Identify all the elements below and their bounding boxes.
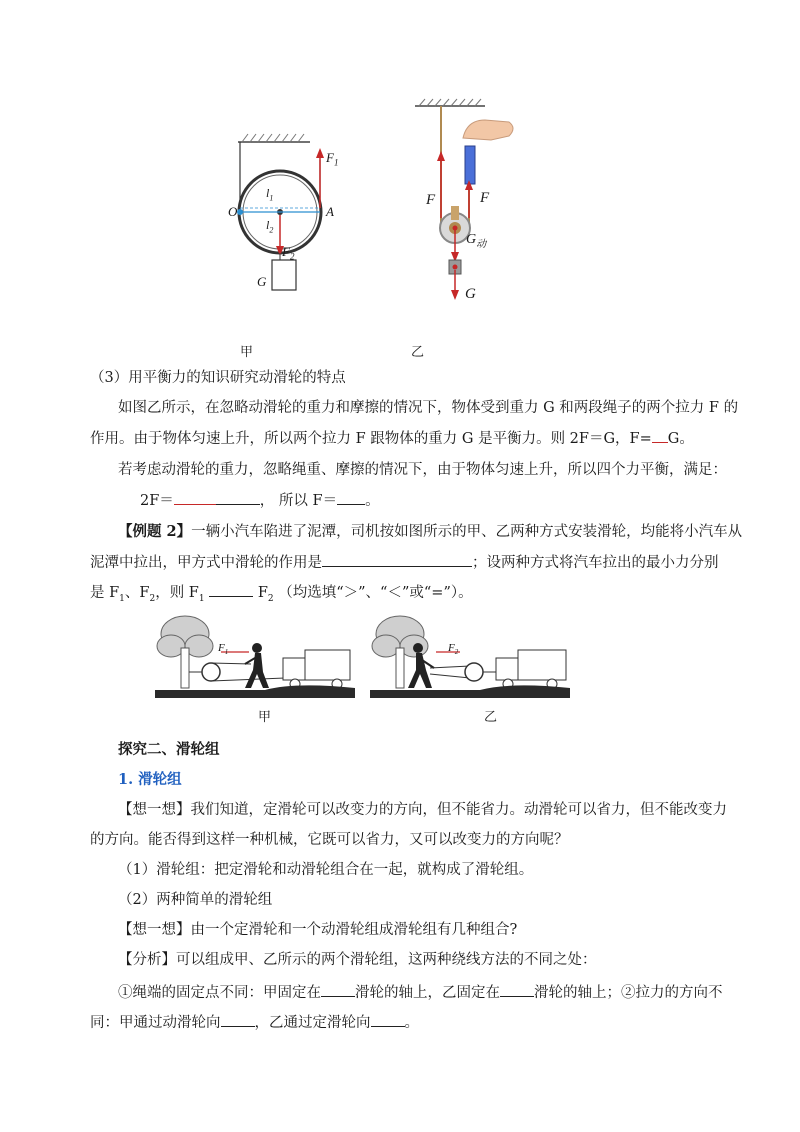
explore2-heading: 探究二、滑轮组 xyxy=(118,741,220,758)
caption-yi-top: 乙 xyxy=(411,345,425,360)
blank-eq2[interactable] xyxy=(337,490,365,505)
figure-movable-pulley xyxy=(405,98,525,308)
label-F2: $F_2$ xyxy=(282,244,295,262)
section3-heading: （3）用平衡力的知识研究动滑轮的特点 xyxy=(90,370,346,386)
blank-compare[interactable] xyxy=(209,582,253,597)
section3-p2: 若考虑动滑轮的重力，忽略绳重、摩擦的情况下，由于物体匀速上升，所以四个力平衡，满足： xyxy=(118,462,727,478)
think1-line2: 的方向。能否得到这样一种机械，它既可以省力，又可以改变力的方向呢？ xyxy=(90,832,569,848)
blank-fixed-a[interactable] xyxy=(321,982,355,997)
label-F-right: F xyxy=(480,190,490,206)
label-l2: $l_2$ xyxy=(266,218,274,235)
label-G-moving: $G_动$ xyxy=(466,232,487,250)
section3-p1b: 作用。由于物体匀速上升，所以两个拉力 F 跟物体的重力 G 是平衡力。则 2F＝G，F= G。 xyxy=(90,428,720,449)
section3-p1a: 如图乙所示，在忽略动滑轮的重力和摩擦的情况下，物体受到重力 G 和两段绳子的两个拉力 F 的 xyxy=(118,400,739,416)
caption-jia-top: 甲 xyxy=(240,345,254,360)
caption-jia-car: 甲 xyxy=(258,710,272,725)
label-f1-car: $F_1$ xyxy=(218,642,229,657)
label-F1: $F_1$ xyxy=(326,150,339,168)
caption-yi-car: 乙 xyxy=(484,710,498,725)
blank-f[interactable] xyxy=(652,428,668,443)
label-G-left: G xyxy=(257,274,267,289)
item1: （1）滑轮组：把定滑轮和动滑轮组合在一起，就构成了滑轮组。 xyxy=(118,862,534,878)
figure-car-jia xyxy=(155,612,355,702)
explore2-subheading: 1. 滑轮组 xyxy=(118,771,182,788)
blank-dir-b[interactable] xyxy=(371,1012,405,1027)
figure-car-yi xyxy=(370,612,570,702)
label-f2-car: $F_2$ xyxy=(448,642,459,657)
example2-line1: 【例题 2】一辆小汽车陷进了泥潭，司机按如图所示的甲、乙两种方式安装滑轮，均能将小汽车从 xyxy=(118,523,743,540)
analysis-line-b: 同：甲通过动滑轮向 ，乙通过定滑轮向 。 xyxy=(90,1012,720,1033)
blank-eq1b[interactable] xyxy=(216,490,260,505)
blank-fixed-b[interactable] xyxy=(500,982,534,997)
think2: 【想一想】由一个定滑轮和一个动滑轮组成滑轮组有几种组合? xyxy=(118,922,518,938)
blank-function[interactable] xyxy=(322,552,472,567)
label-A: A xyxy=(326,204,334,219)
blank-eq1a[interactable] xyxy=(174,490,216,505)
section3-eq: 2F＝ ， 所以 F＝ 。 xyxy=(140,490,770,511)
item2: （2）两种简单的滑轮组 xyxy=(118,892,273,908)
label-G-right: G xyxy=(465,286,476,302)
think1-line1: 【想一想】我们知道，定滑轮可以改变力的方向，但不能省力。动滑轮可以省力，但不能改变力 xyxy=(118,802,727,818)
analysis: 【分析】可以组成甲、乙所示的两个滑轮组，这两种绕线方法的不同之处： xyxy=(118,952,597,968)
label-l1: $l_1$ xyxy=(266,186,274,203)
label-O: O xyxy=(228,204,238,219)
example2-line2: 泥潭中拉出，甲方式中滑轮的作用是 ；设两种方式将汽车拉出的最小力分别 xyxy=(90,552,720,573)
blank-dir-a[interactable] xyxy=(221,1012,255,1027)
figure-fixed-pulley xyxy=(220,130,340,300)
analysis-line-a: ①绳端的固定点不同：甲固定在 滑轮的轴上，乙固定在 滑轮的轴上；②拉力的方向不 xyxy=(118,982,748,1003)
label-F-left: F xyxy=(426,192,436,208)
example2-line3: 是 $F_1$、$F_2$，则 $F_1$ $F_2$ （均选填“＞”、“＜”或“=”）。 xyxy=(90,582,720,609)
